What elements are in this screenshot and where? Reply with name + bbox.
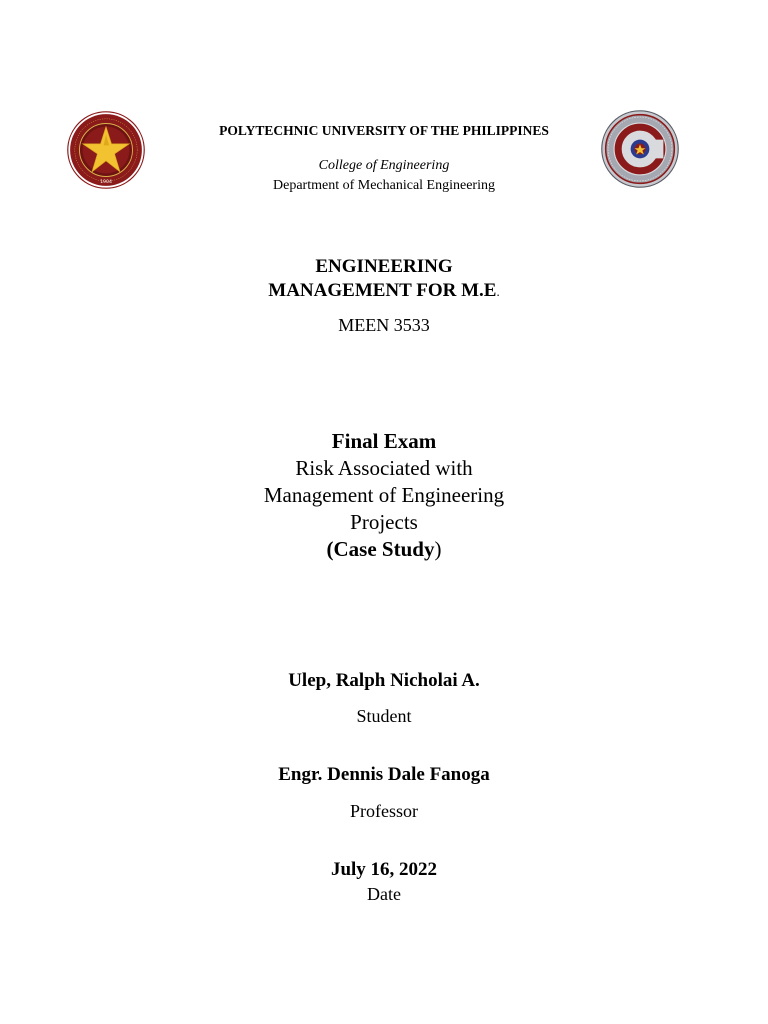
exam-type [0,536,768,562]
exam-topic-line2: Management of Engineering [263,483,505,507]
course-title-dot: . [496,284,500,299]
course-title-line2 [0,279,768,304]
date-value: July 16, 2022 [330,859,438,880]
university-name: POLYTECHNIC UNIVERSITY OF THE PHILIPPINES [219,123,549,138]
date-label: Date [367,884,401,904]
college-name: College of Engineering [318,158,450,173]
exam-type-open: ( [326,537,334,561]
course-code: MEEN 3533 [338,315,430,335]
exam-topic-line1: Risk Associated with [295,456,473,480]
exam-topic [0,455,768,536]
exam-topic-line3: Projects [350,510,418,534]
course-title-line2-text: MANAGEMENT FOR M.E [268,280,497,301]
department-name: Department of Mechanical Engineering [273,178,495,193]
exam-title: Final Exam [331,429,437,453]
course-title-line1: ENGINEERING [315,256,453,277]
student-name: Ulep, Ralph Nicholai A. [288,670,480,691]
professor-role: Professor [350,801,418,821]
professor-name: Engr. Dennis Dale Fanoga [278,764,490,785]
svg-text:1904: 1904 [100,179,112,185]
exam-type-close: ) [434,537,442,561]
exam-type-label: Case Study [333,537,435,561]
student-role: Student [356,706,412,726]
course-title [0,255,768,304]
